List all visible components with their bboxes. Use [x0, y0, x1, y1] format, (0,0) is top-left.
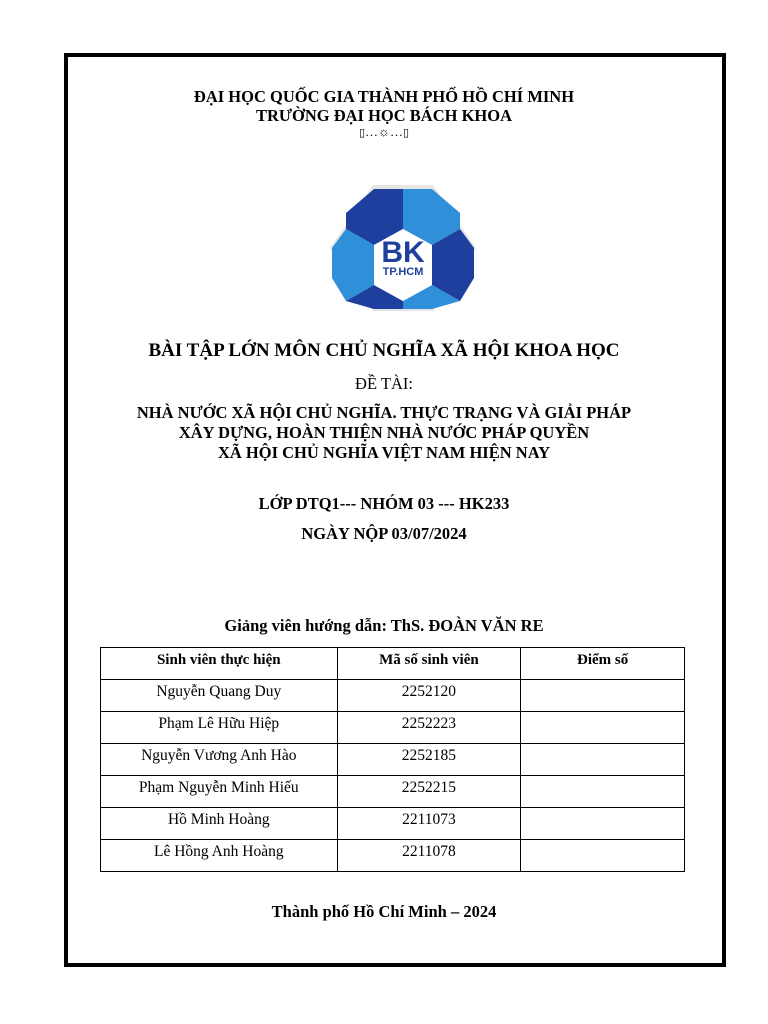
student-score: [521, 680, 685, 712]
student-score: [521, 840, 685, 872]
topic-label: ĐỀ TÀI:: [355, 374, 413, 393]
school-name: TRƯỜNG ĐẠI HỌC BÁCH KHOA: [255, 106, 513, 125]
student-name: Nguyễn Quang Duy: [101, 680, 338, 712]
student-name: Phạm Nguyễn Minh Hiếu: [101, 776, 338, 808]
footer-place-year: Thành phố Hồ Chí Minh – 2024: [271, 902, 497, 921]
advisor-line: Giảng viên hướng dẫn: ThS. ĐOÀN VĂN RE: [224, 616, 544, 635]
table-row: [101, 744, 685, 776]
class-group-line: LỚP DTQ1--- NHÓM 03 --- HK233: [258, 494, 510, 513]
table-row: [101, 712, 685, 744]
header-ornament: ▯…☼…▯: [358, 124, 410, 139]
table-row: [101, 680, 685, 712]
header-student: Sinh viên thực hiện: [101, 648, 338, 680]
submission-date: NGÀY NỘP 03/07/2024: [301, 524, 467, 543]
table-header-row: [101, 648, 685, 680]
student-score: [521, 712, 685, 744]
student-score: [521, 776, 685, 808]
members-table: [100, 647, 685, 872]
student-name: Nguyễn Vương Anh Hào: [101, 744, 338, 776]
student-id: 2252223: [337, 712, 521, 744]
student-id: 2252185: [337, 744, 521, 776]
table-row: [101, 776, 685, 808]
header-student-id: Mã số sinh viên: [337, 648, 521, 680]
student-id: 2252120: [337, 680, 521, 712]
topic-line-2: XÂY DỰNG, HOÀN THIỆN NHÀ NƯỚC PHÁP QUYỀN: [178, 423, 590, 442]
subject-title: BÀI TẬP LỚN MÔN CHỦ NGHĨA XÃ HỘI KHOA HỌC: [148, 340, 620, 361]
student-name: Hồ Minh Hoàng: [101, 808, 338, 840]
table-row: [101, 840, 685, 872]
student-id: 2211078: [337, 840, 521, 872]
topic-line-1: NHÀ NƯỚC XÃ HỘI CHỦ NGHĨA. THỰC TRẠNG VÀ GIẢI PHÁP: [136, 403, 632, 422]
logo-bk-text: BK: [381, 236, 425, 269]
university-name: ĐẠI HỌC QUỐC GIA THÀNH PHỐ HỒ CHÍ MINH: [193, 87, 575, 106]
student-name: Phạm Lê Hữu Hiệp: [101, 712, 338, 744]
student-id: 2211073: [337, 808, 521, 840]
logo-city-text: TP.HCM: [382, 266, 424, 278]
bk-logo: [328, 183, 478, 313]
header-score: Điểm số: [521, 648, 685, 680]
student-id: 2252215: [337, 776, 521, 808]
student-score: [521, 808, 685, 840]
table-row: [101, 808, 685, 840]
topic-line-3: XÃ HỘI CHỦ NGHĨA VIỆT NAM HIỆN NAY: [217, 443, 551, 462]
student-score: [521, 744, 685, 776]
student-name: Lê Hồng Anh Hoàng: [101, 840, 338, 872]
